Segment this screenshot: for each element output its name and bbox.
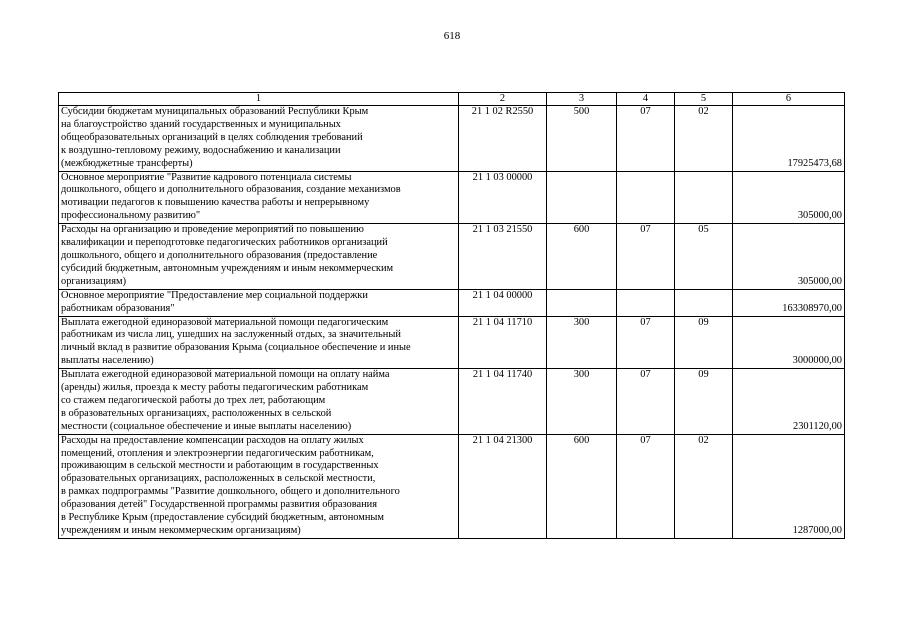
row-col3: 600: [547, 434, 617, 538]
header-cell: 2: [459, 93, 547, 106]
row-col5: 09: [675, 316, 733, 369]
row-col3: 300: [547, 316, 617, 369]
row-col4: [617, 289, 675, 316]
row-col4: [617, 171, 675, 224]
row-amount: 1287000,00: [733, 434, 845, 538]
table-row: [59, 289, 845, 316]
table-row: [59, 171, 845, 224]
row-col3: 600: [547, 224, 617, 290]
row-col4: 07: [617, 316, 675, 369]
table-row: [59, 224, 845, 290]
row-code: 21 1 03 21550: [459, 224, 547, 290]
row-col4: 07: [617, 434, 675, 538]
row-col3: [547, 289, 617, 316]
row-description: Расходы на организацию и проведение мероприятий по повышению квалификации и переподготовке педагогических работников организаций дошкольного, общего и дополнительного образования (предоставление субсидий бюджетным, автономным учреждениям и иным некоммерческим организациям): [59, 224, 459, 290]
row-description: Основное мероприятие "Развитие кадрового потенциала системы дошкольного, общего и дополнительного образования, создание механизмов мотивации педагогов к повышению качества работы и непрерывному профессиональному развитию": [59, 171, 459, 224]
table-header-row: [59, 93, 845, 106]
row-amount: 17925473,68: [733, 106, 845, 172]
header-cell: 1: [59, 93, 459, 106]
row-col3: 300: [547, 369, 617, 435]
row-col5: 05: [675, 224, 733, 290]
row-amount: 163308970,00: [733, 289, 845, 316]
row-col4: 07: [617, 369, 675, 435]
row-col5: [675, 289, 733, 316]
row-col3: 500: [547, 106, 617, 172]
row-description: Субсидии бюджетам муниципальных образований Республики Крым на благоустройство зданий государственных и муниципальных общеобразовательных организаций в целях соблюдения требований к воздушно-тепловому режиму, водоснабжению и канализации (межбюджетные трансферты): [59, 106, 459, 172]
row-description: Выплата ежегодной единоразовой материальной помощи на оплату найма (аренды) жилья, проезда к месту работы педагогическим работникам со стажем педагогической работы до трех лет, работающим в образовательных организациях, расположенных в сельской местности (социальное обеспечение и иные выплаты населению): [59, 369, 459, 435]
row-col3: [547, 171, 617, 224]
row-amount: 305000,00: [733, 171, 845, 224]
header-cell: 4: [617, 93, 675, 106]
row-code: 21 1 04 21300: [459, 434, 547, 538]
row-code: 21 1 04 11710: [459, 316, 547, 369]
table-row: [59, 316, 845, 369]
row-code: 21 1 04 11740: [459, 369, 547, 435]
row-col5: [675, 171, 733, 224]
header-cell: 5: [675, 93, 733, 106]
row-col5: 02: [675, 106, 733, 172]
row-description: Основное мероприятие "Предоставление мер социальной поддержки работникам образования": [59, 289, 459, 316]
row-col4: 07: [617, 224, 675, 290]
table-row: [59, 434, 845, 538]
budget-table: [58, 92, 845, 539]
row-col5: 02: [675, 434, 733, 538]
row-amount: 3000000,00: [733, 316, 845, 369]
row-amount: 2301120,00: [733, 369, 845, 435]
row-amount: 305000,00: [733, 224, 845, 290]
table-row: [59, 106, 845, 172]
row-col5: 09: [675, 369, 733, 435]
header-cell: 6: [733, 93, 845, 106]
table-row: [59, 369, 845, 435]
row-col4: 07: [617, 106, 675, 172]
row-code: 21 1 03 00000: [459, 171, 547, 224]
row-code: 21 1 02 R2550: [459, 106, 547, 172]
row-code: 21 1 04 00000: [459, 289, 547, 316]
page-number: 618: [443, 30, 461, 42]
row-description: Выплата ежегодной единоразовой материальной помощи педагогическим работникам из числа лиц, ушедших на заслуженный отдых, за значительный личный вклад в развитие образования Крыма (социальное обеспечение и иные выплаты населению): [59, 316, 459, 369]
header-cell: 3: [547, 93, 617, 106]
row-description: Расходы на предоставление компенсации расходов на оплату жилых помещений, отопления и электроэнергии педагогическим работникам, проживающим в сельской местности и работающим в государственных образовательных организациях, расположенных в сельской местности, в рамках подпрограммы "Развитие дошкольного, общего и дополнительного образования детей" Государственной программы развития образования в Республике Крым (предоставление субсидий бюджетным, автономным учреждениям и иным некоммерческим организациям): [59, 434, 459, 538]
